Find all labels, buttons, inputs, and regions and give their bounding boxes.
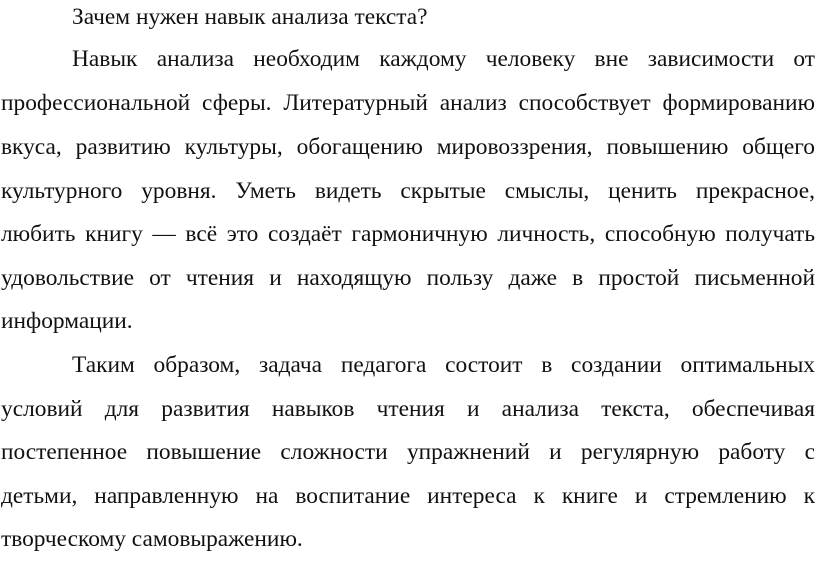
paragraph-line: творческому самовыражению. [1, 526, 303, 552]
paragraph-line: детьми, направленную на воспитание интереса к книге и стремлению к [1, 483, 815, 509]
paragraph-line: вкуса, развитию культуры, обогащению мировоззрения, повышению общего [1, 134, 815, 160]
paragraph-line: профессиональной сферы. Литературный анализ способствует формированию [1, 90, 815, 116]
paragraph-line: любить книгу — всё это создаёт гармоничную личность, способную получать [1, 221, 815, 247]
paragraph-line: постепенное повышение сложности упражнений и регулярную работу с [1, 439, 815, 465]
paragraph-line: удовольствие от чтения и находящую пользу даже в простой письменной [1, 265, 815, 291]
paragraph-line: Навык анализа необходим каждому человеку вне зависимости от [72, 46, 815, 72]
paragraph-line: информации. [1, 308, 133, 334]
paragraph-line: культурного уровня. Уметь видеть скрытые смыслы, ценить прекрасное, [1, 178, 815, 204]
section-heading: Зачем нужен навык анализа текста? [72, 4, 428, 30]
paragraph-line: Таким образом, задача педагога состоит в создании оптимальных [72, 352, 815, 378]
paragraph-line: условий для развития навыков чтения и анализа текста, обеспечивая [1, 396, 815, 422]
